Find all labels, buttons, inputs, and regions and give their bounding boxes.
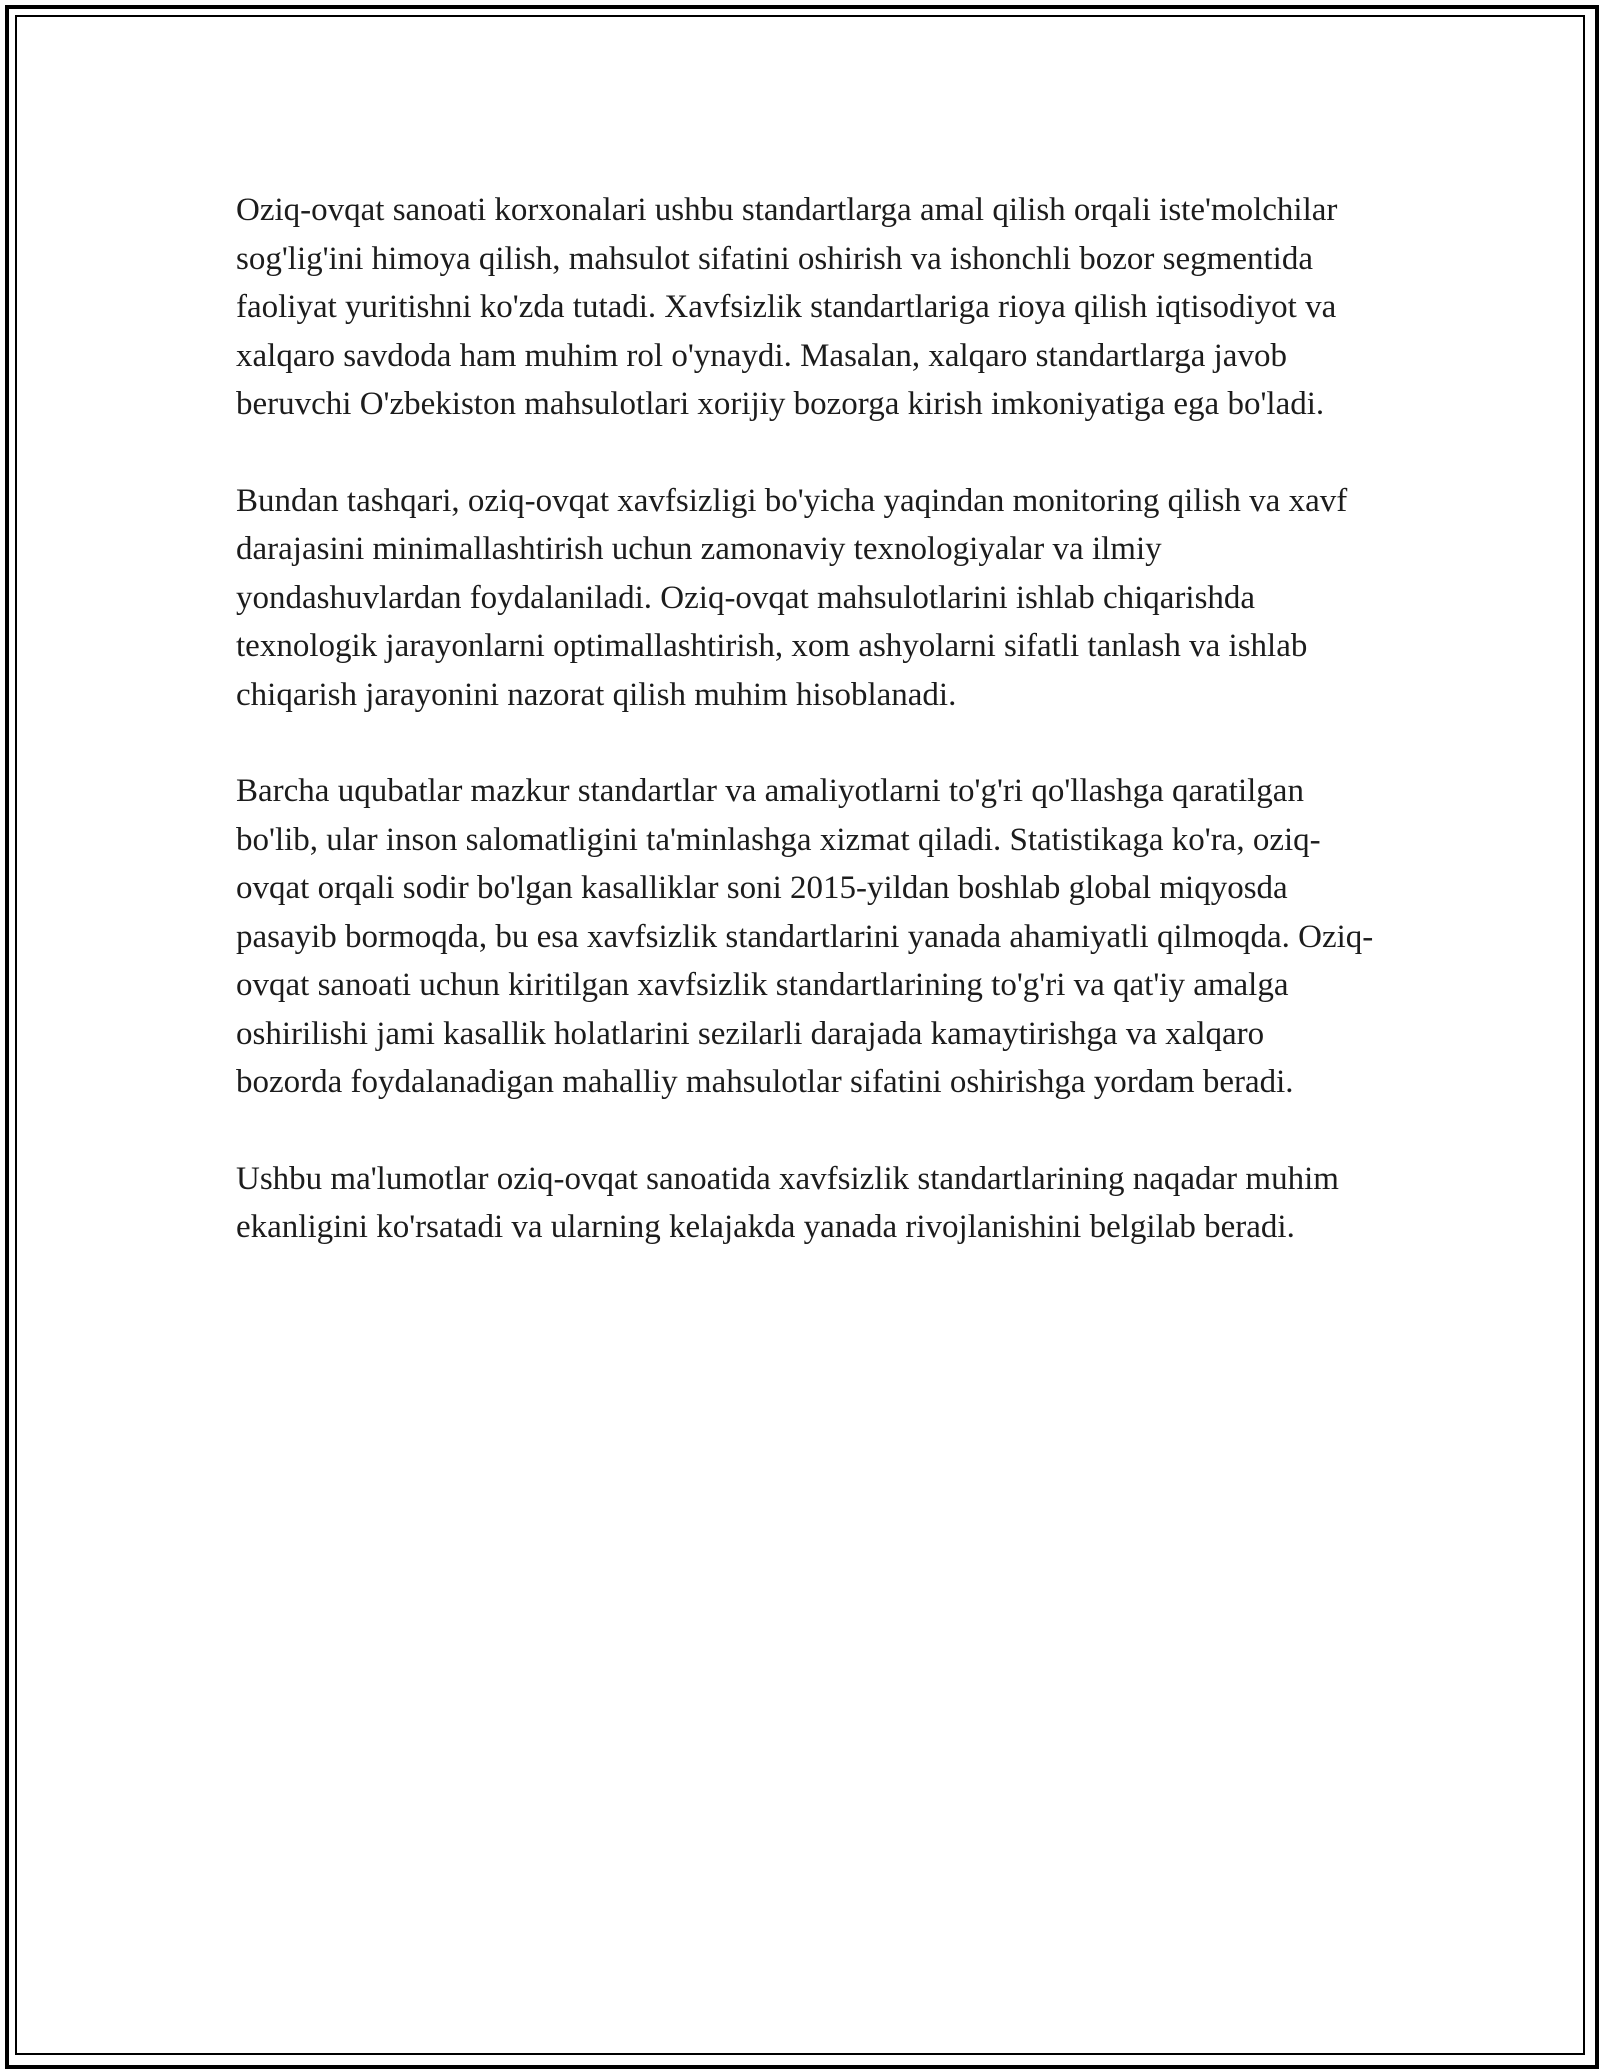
paragraph-4: Ushbu ma'lumotlar oziq-ovqat sanoatida xavfsizlik standartlarining naqadar muhim ekanligini ko'rsatadi va ularning kelajakda yanada rivojlanishini belgilab beradi. <box>236 1160 1339 1245</box>
document-body <box>236 186 1376 1300</box>
paragraph-1: Oziq-ovqat sanoati korxonalari ushbu standartlarga amal qilish orqali iste'molchilar sog'lig'ini himoya qilish, mahsulot sifatini oshirish va ishonchli bozor segmentida faoliyat yuritishni ko'zda tutadi. Xavfsizlik standartlariga rioya qilish iqtisodiyot va xalqaro savdoda ham muhim rol o'ynaydi. Masalan, xalqaro standartlarga javob beruvchi O'zbekiston mahsulotlari xorijiy bozorga kirish imkoniyatiga ega bo'ladi. <box>236 192 1338 422</box>
paragraph-2: Bundan tashqari, oziq-ovqat xavfsizligi bo'yicha yaqindan monitoring qilish va xavf darajasini minimallashtirish uchun zamonaviy texnologiyalar va ilmiy yondashuvlardan foydalaniladi. Oziq-ovqat mahsulotlarini ishlab chiqarishda texnologik jarayonlarni optimallashtirish, xom ashyolarni sifatli tanlash va ishlab chiqarish jarayonini nazorat qilish muhim hisoblanadi. <box>236 482 1348 713</box>
paragraph-3: Barcha uqubatlar mazkur standartlar va amaliyotlarni to'g'ri qo'llashga qaratilgan bo'lib, ular inson salomatligini ta'minlashga xizmat qiladi. Statistikaga ko'ra, oziq-ovqat orqali sodir bo'lgan kasalliklar soni 2015-yildan boshlab global miqyosda pasayib bormoqda, bu esa xavfsizlik standartlarini yanada ahamiyatli qilmoqda. Oziq-ovqat sanoati uchun kiritilgan xavfsizlik standartlarining to'g'ri va qat'iy amalga oshirilishi jami kasallik holatlarini sezilarli darajada kamaytirishga va xalqaro bozorda foydalanadigan mahalliy mahsulotlar sifatini oshirishga yordam beradi. <box>236 773 1374 1100</box>
